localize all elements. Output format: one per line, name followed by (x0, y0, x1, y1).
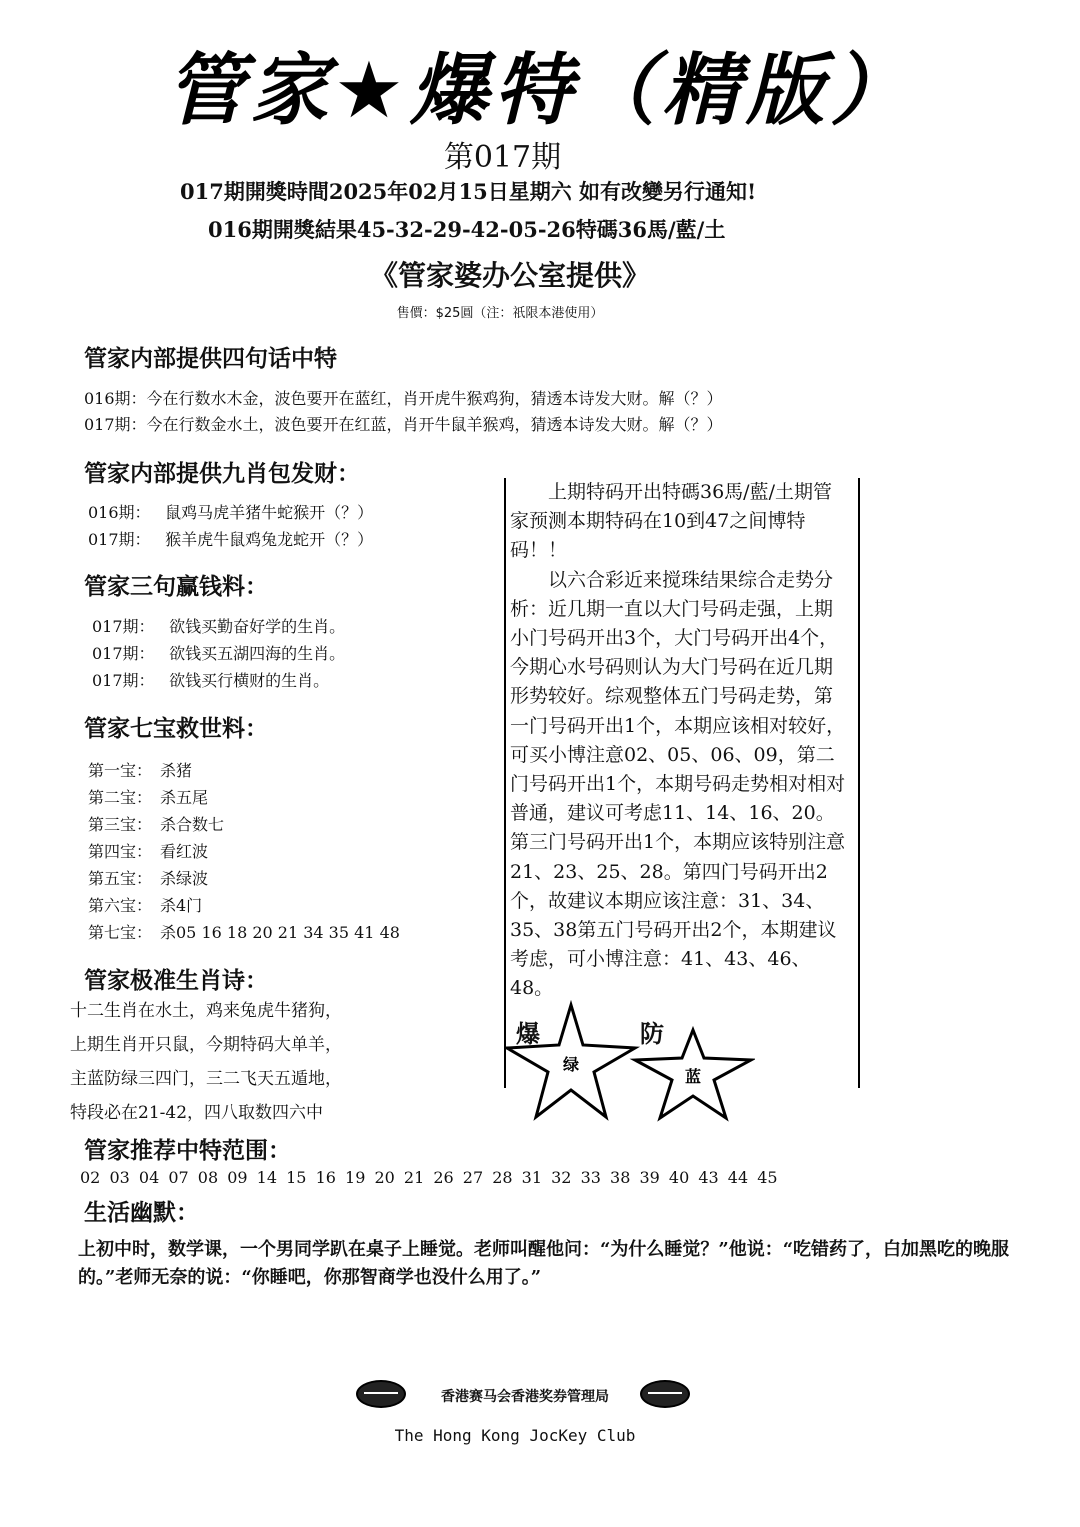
star2-label: 蓝 (684, 1067, 702, 1086)
row-text: 鼠鸡马虎羊猪牛蛇猴开（？） (165, 503, 374, 522)
treasure-row (88, 812, 224, 835)
treasure-label: 第三宝： (88, 815, 153, 834)
star1-label: 绿 (562, 1055, 580, 1074)
analysis-paragraph: 上期特码开出特碼36馬/藍/土期管家预测本期特码在10到47之间博特码！！ (510, 481, 832, 562)
treasure-row (88, 785, 208, 808)
poem-line: 上期生肖开只鼠，今期特码大单羊， (70, 1035, 342, 1055)
poem-heading: 管家极准生肖诗： (84, 968, 268, 994)
row-text: 猴羊虎牛鼠鸡兔龙蛇开（？） (165, 530, 374, 549)
issue-number: 第017期 (443, 140, 562, 175)
range-numbers: 02 03 04 07 08 09 14 15 16 19 20 21 26 27 28 31 32 33 38 39 40 43 44 45 (80, 1168, 778, 1187)
nine-zodiac-heading: 管家内部提供九肖包发财： (84, 461, 360, 487)
treasure-row (88, 758, 192, 781)
footer-org-en: The Hong Kong JocKey Club (394, 1426, 636, 1445)
nine-zodiac-row (88, 500, 373, 523)
four-sentences-heading: 管家内部提供四句话中特 (84, 346, 337, 372)
range-heading: 管家推荐中特范围： (84, 1138, 291, 1164)
nine-zodiac-row (88, 527, 373, 550)
three-sentences-row (92, 668, 329, 691)
draw-time-notice: 017期開獎時間2025年02月15日星期六 如有改變另行通知! (180, 179, 757, 204)
analysis-paragraph: 以六合彩近来搅珠结果综合走势分析：近几期一直以大门号码走强，上期小门号码开出3个，大门号码开出4个，今期心水号码则认为大门号码在近几期形势较好。综观整体五门号码走势，第一门号码开出1个，本期应该相对较好，可买小博注意02、05、06、09，第二门号码开出1个，本期号码走势相对相对普通，建议可考虑11、14、16、20。第三门号码开出1个，本期应该特别注意21、23、25、28。第四门号码开出2个，故建议本期应该注意：31、34、35、38第五门号码开出2个，本期建议考虑，可小博注意：41、43、46、48。 (510, 568, 846, 1000)
treasure-value: 杀猪 (160, 761, 193, 780)
row-text: 欲钱买行横财的生肖。 (169, 671, 330, 690)
treasure-label: 第五宝： (88, 869, 153, 888)
treasure-value: 杀4门 (160, 896, 203, 915)
row-issue: 017期： (92, 671, 155, 690)
price-note: 售價：$25圓（注：祇限本港使用） (396, 306, 604, 321)
treasure-row (88, 839, 208, 862)
treasure-label: 第六宝： (88, 896, 153, 915)
fang-label: 防 (640, 1019, 664, 1048)
treasure-value: 看红波 (160, 842, 209, 861)
three-sentences-row (92, 641, 345, 664)
treasure-row (88, 866, 208, 889)
provider-line: 《管家婆办公室提供》 (369, 259, 650, 292)
four-sentences-row: 017期：今在行数金水土，波色要开在红蓝，肖开牛鼠羊猴鸡，猜透本诗发大财。解（？） (84, 415, 723, 434)
treasure-label: 第二宝： (88, 788, 153, 807)
row-issue: 017期： (88, 530, 151, 549)
treasure-value: 杀合数七 (160, 815, 225, 834)
row-text: 欲钱买五湖四海的生肖。 (169, 644, 346, 663)
three-sentences-heading: 管家三句赢钱料： (84, 574, 268, 600)
row-issue: 016期： (88, 503, 151, 522)
treasure-row (88, 893, 202, 916)
treasure-label: 第七宝： (88, 923, 153, 942)
treasure-row (88, 920, 400, 943)
treasure-label: 第一宝： (88, 761, 153, 780)
poem-line: 十二生肖在水土，鸡来兔虎牛猪狗， (70, 1001, 342, 1021)
treasure-value: 杀05 16 18 20 21 34 35 41 48 (160, 923, 400, 942)
page-title: 管家★爆特（精版） (166, 46, 914, 136)
poem-body (70, 994, 342, 1130)
analysis-box (510, 478, 850, 1004)
stars-graphic (505, 1000, 755, 1125)
footer-org-cn: 香港赛马会香港奖券管理局 (441, 1389, 609, 1405)
treasure-label: 第四宝： (88, 842, 153, 861)
row-issue: 017期： (92, 644, 155, 663)
four-sentences-row: 016期：今在行数水木金，波色要开在蓝红，肖开虎牛猴鸡狗，猜透本诗发大财。解（？） (84, 389, 723, 408)
poem-line: 特段必在21-42，四八取数四六中 (70, 1103, 324, 1123)
three-sentences-row (92, 614, 345, 637)
treasure-value: 杀五尾 (160, 788, 209, 807)
poem-line: 主蓝防绿三四门，三二飞天五遁地， (70, 1069, 342, 1089)
seven-treasures-heading: 管家七宝救世料： (84, 716, 268, 742)
row-text: 欲钱买勤奋好学的生肖。 (169, 617, 346, 636)
row-issue: 017期： (92, 617, 155, 636)
humor-heading: 生活幽默： (84, 1200, 199, 1226)
last-draw-result: 016期開獎結果45-32-29-42-05-26特碼36馬/藍/土 (208, 217, 726, 242)
bao-label: 爆 (516, 1019, 540, 1048)
treasure-value: 杀绿波 (160, 869, 209, 888)
humor-text: 上初中时，数学课，一个男同学趴在桌子上睡觉。老师叫醒他问：“为什么睡觉？”他说：“吃错药了，白加黑吃的晚服的。”老师无奈的说：“你睡吧，你那智商学也没什么用了。” (78, 1239, 1010, 1288)
